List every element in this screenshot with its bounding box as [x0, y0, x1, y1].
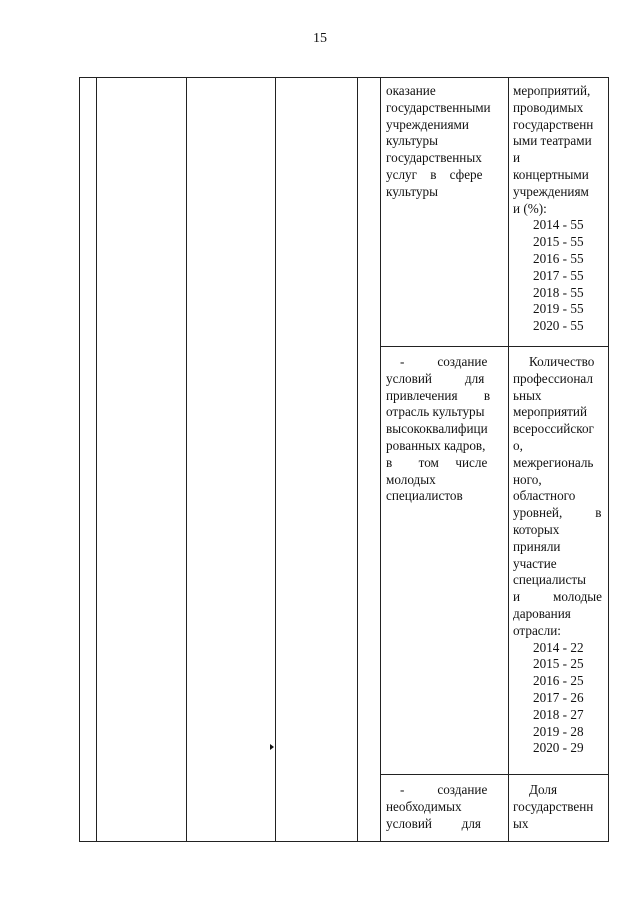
table-column-divider: [508, 77, 509, 841]
year-value: 2017 - 55: [533, 267, 584, 283]
text-line: о,: [513, 437, 523, 453]
text-line: привлечения в: [386, 387, 491, 403]
text-line: культуры: [386, 133, 438, 149]
text-line: учреждениям: [513, 183, 589, 199]
text-line: ых: [513, 815, 529, 831]
text-line: молодых: [386, 471, 436, 487]
text-line: рованных кадров,: [386, 437, 486, 453]
text-line: которых: [513, 521, 560, 537]
row3-indicator-cell: [513, 782, 607, 832]
row2-task-cell: [386, 354, 504, 505]
text-line: концертными: [513, 166, 589, 182]
table-column-divider: [186, 77, 187, 841]
table-row-divider: [380, 774, 609, 775]
table-column-divider: [380, 77, 381, 841]
year-value: 2016 - 25: [533, 673, 584, 689]
table-border-top: [79, 77, 609, 78]
text-line: условий для: [386, 815, 481, 831]
text-line: высококвалифици: [386, 421, 488, 437]
text-line: - создание: [400, 354, 488, 369]
table-column-divider: [357, 77, 358, 841]
text-line: всероссийског: [513, 421, 594, 437]
text-line: необходимых: [386, 798, 462, 814]
text-line: участие: [513, 555, 557, 571]
text-line: ного,: [513, 471, 542, 487]
text-line: услуг в сфере: [386, 166, 483, 182]
text-line: государственных: [386, 150, 482, 166]
text-line: государственн: [513, 798, 594, 814]
text-line: уровней, в: [513, 505, 602, 521]
text-line: государственными: [386, 99, 491, 115]
text-line: отрасль культуры: [386, 404, 485, 420]
text-line: Количество: [529, 354, 595, 369]
text-line: межрегиональ: [513, 454, 594, 470]
text-line: специалистов: [386, 488, 463, 504]
text-line: государственн: [513, 116, 594, 132]
year-value: 2018 - 27: [533, 706, 584, 722]
year-value: 2019 - 55: [533, 301, 584, 317]
year-value: 2018 - 55: [533, 284, 584, 300]
page-number: 15: [313, 31, 327, 46]
text-line: дарования: [513, 605, 571, 621]
text-line: и: [513, 150, 521, 166]
text-line: мероприятий: [513, 404, 588, 420]
text-line: отрасли:: [513, 622, 561, 638]
text-line: - создание: [400, 782, 488, 797]
year-value: 2019 - 28: [533, 723, 584, 739]
text-line: проводимых: [513, 99, 584, 115]
text-line: и молодые: [513, 589, 603, 605]
text-line: и (%):: [513, 200, 547, 216]
year-value: 2015 - 25: [533, 656, 584, 672]
year-value: 2020 - 55: [533, 318, 584, 334]
text-line: учреждениями: [386, 116, 469, 132]
table-row-divider: [380, 346, 609, 347]
year-value: 2016 - 55: [533, 250, 584, 266]
year-value: 2014 - 55: [533, 217, 584, 233]
text-line: ьных: [513, 387, 542, 403]
text-line: ыми театрами: [513, 133, 592, 149]
text-line: профессионал: [513, 370, 593, 386]
table-border-right: [608, 77, 609, 841]
row2-indicator-cell: [513, 354, 607, 757]
text-line: оказание: [386, 83, 436, 98]
text-line: условий для: [386, 370, 485, 386]
row3-task-cell: [386, 782, 504, 832]
text-line: приняли: [513, 538, 561, 554]
text-line: специалисты: [513, 572, 586, 588]
table-column-divider: [96, 77, 97, 841]
text-line: мероприятий,: [513, 83, 591, 98]
table-border-bottom: [79, 841, 609, 842]
row1-indicator-cell: [513, 83, 607, 335]
row1-task-cell: [386, 83, 504, 201]
text-line: Доля: [529, 782, 558, 797]
table-column-divider: [275, 77, 276, 841]
year-value: 2015 - 55: [533, 234, 584, 250]
year-value: 2017 - 26: [533, 689, 584, 705]
stray-mark: [270, 744, 274, 750]
text-line: культуры: [386, 183, 438, 199]
year-value: 2014 - 22: [533, 639, 584, 655]
text-line: в том числе: [386, 454, 488, 470]
year-value: 2020 - 29: [533, 740, 584, 756]
table-border-left: [79, 77, 80, 841]
text-line: областного: [513, 488, 576, 504]
